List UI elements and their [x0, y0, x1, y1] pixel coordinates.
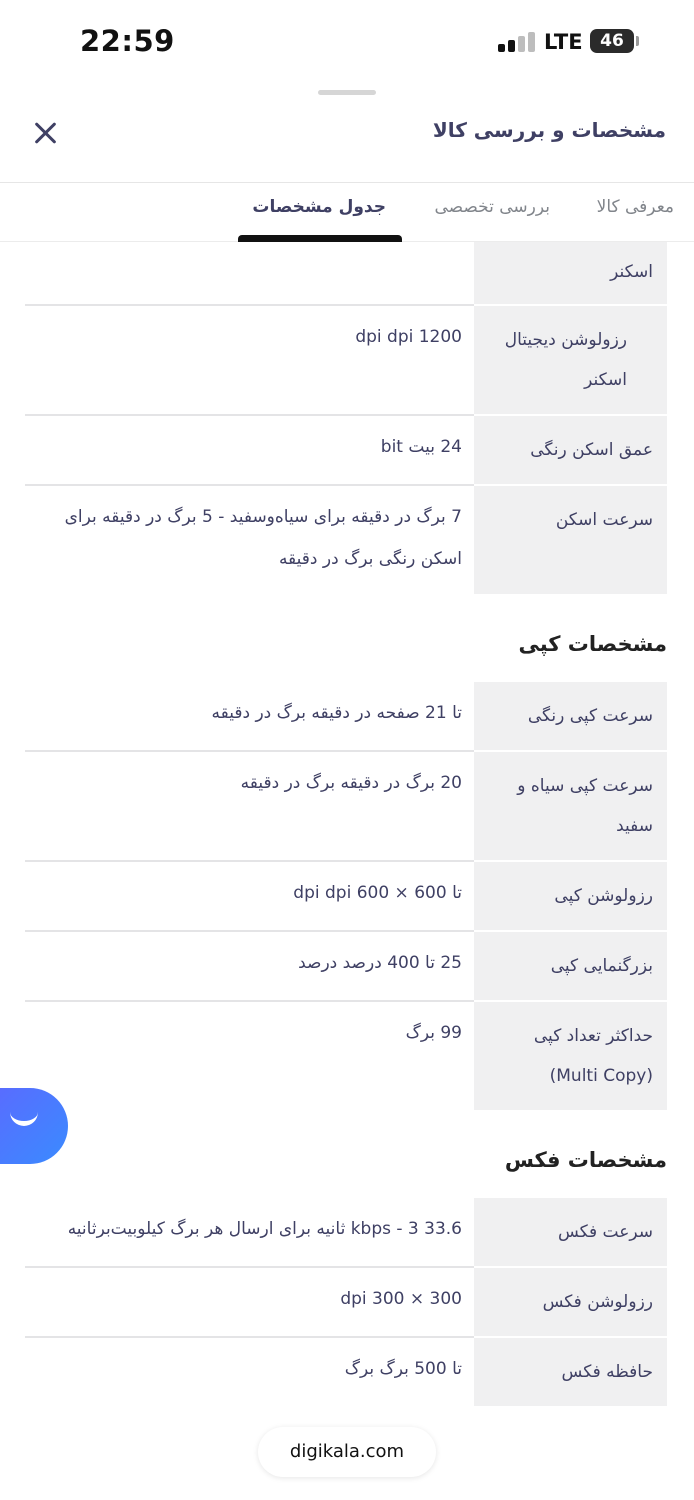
status-time: 22:59 — [80, 24, 175, 58]
spec-value: 7 برگ در دقیقه برای سیاه‌وسفید - 5 برگ در دقیقه برای اسکن رنگی برگ در دقیقه — [64, 507, 462, 569]
spec-key: بزرگنمایی کپی — [474, 932, 667, 1002]
spec-value — [25, 242, 474, 306]
spec-key: عمق اسکن رنگی — [474, 416, 667, 486]
spec-value: 25 تا 400 درصد درصد — [25, 932, 474, 1002]
page-title: مشخصات و بررسی کالا — [432, 118, 666, 142]
status-bar — [0, 0, 694, 84]
section-title-copy: مشخصات کپی — [518, 632, 667, 656]
table-row — [25, 486, 667, 594]
table-row — [25, 416, 667, 486]
spec-value: dpi dpi 1200 — [25, 306, 474, 416]
section-title-fax: مشخصات فکس — [504, 1148, 667, 1172]
spec-key: رزولوشن فکس — [474, 1268, 667, 1338]
spec-content — [0, 242, 694, 1406]
spec-key: حافظه فکس — [474, 1338, 667, 1406]
table-row — [25, 1338, 667, 1406]
close-icon[interactable] — [28, 116, 62, 150]
table-row — [25, 1002, 667, 1110]
table-row — [25, 862, 667, 932]
spec-value: 20 برگ در دقیقه برگ در دقیقه — [25, 752, 474, 862]
spec-value: تا 500 برگ برگ — [344, 1359, 462, 1379]
tab-bar — [0, 182, 694, 242]
spec-key: حداکثر تعداد کپی (Multi Copy) — [474, 1002, 667, 1110]
battery-icon: 46 — [590, 29, 634, 53]
spec-value: kbps - 3 33.6 ثانیه برای ارسال هر برگ کیلوبیت‌برثانیه — [25, 1198, 474, 1268]
sheet-header — [0, 108, 694, 160]
table-row — [25, 752, 667, 862]
sheet-grabber-handle[interactable] — [318, 90, 376, 95]
battery-tip — [636, 36, 639, 46]
spec-key: رزولوشن کپی — [474, 862, 667, 932]
spec-key: اسکنر — [474, 242, 667, 306]
spec-key: سرعت کپی سیاه و سفید — [474, 752, 667, 862]
table-row — [25, 1268, 667, 1338]
table-row — [25, 1198, 667, 1268]
cellular-signal-icon — [498, 32, 536, 52]
spec-value: تا 600 × 600 dpi dpi — [25, 862, 474, 932]
spec-key: رزولوشن دیجیتال اسکنر — [474, 306, 667, 416]
table-row — [25, 242, 667, 306]
active-tab-indicator — [238, 235, 402, 242]
table-row — [25, 306, 667, 416]
spec-key: سرعت فکس — [474, 1198, 667, 1268]
tab-product-intro[interactable]: معرفی کالا — [596, 197, 674, 217]
network-type: LTE — [544, 30, 583, 54]
smile-icon — [10, 1110, 38, 1126]
browser-url-pill[interactable]: digikala.com — [258, 1427, 436, 1477]
spec-key: سرعت اسکن — [474, 486, 667, 594]
table-row — [25, 682, 667, 752]
table-row — [25, 932, 667, 1002]
spec-value: 24 بیت bit — [25, 416, 474, 486]
tab-expert-review[interactable]: بررسی تخصصی — [434, 197, 550, 217]
spec-key: سرعت کپی رنگی — [474, 682, 667, 752]
spec-value: تا 21 صفحه در دقیقه برگ در دقیقه — [25, 682, 474, 752]
spec-value: 300 × 300 dpi — [25, 1268, 474, 1338]
tab-specifications[interactable]: جدول مشخصات — [252, 197, 386, 217]
spec-value: 99 برگ — [405, 1023, 462, 1043]
